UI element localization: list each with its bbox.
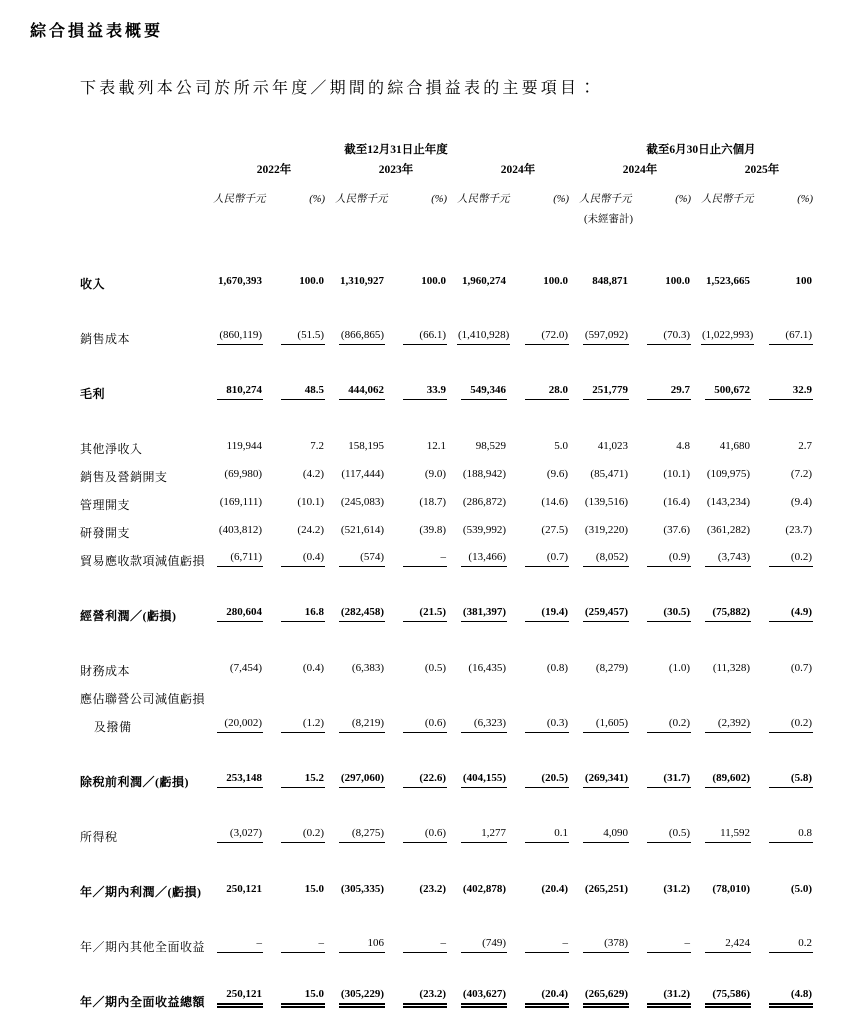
pct-cell: 100.0 (543, 274, 568, 287)
pct-cell: 4.8 (676, 439, 690, 452)
period-group-annual: 截至12月31日止年度 (344, 143, 448, 156)
row-label: 毛利 (80, 386, 106, 401)
pct-cell: (4.8) (761, 989, 823, 1008)
value-cell: (269,341) (579, 773, 639, 788)
value-cell: (143,234) (706, 495, 750, 508)
pct-cell: (22.6) (395, 773, 457, 788)
value-cell: (404,155) (457, 773, 517, 788)
pct-cell: (18.7) (419, 495, 446, 508)
value-cell: 280,604 (213, 607, 273, 622)
pct-cell: (9.4) (790, 495, 812, 508)
value-cell: (117,444) (341, 467, 384, 480)
value-cell: 119,944 (226, 439, 262, 452)
value-cell: (169,111) (219, 495, 262, 508)
value-cell: (860,119) (213, 330, 273, 345)
pct-cell: (19.4) (517, 607, 579, 622)
page-title: 綜合損益表概要 (30, 23, 164, 40)
value-cell: (403,812) (218, 523, 262, 536)
value-cell: 98,529 (475, 439, 506, 452)
year-2025-interim: 2025年 (744, 164, 780, 176)
pct-cell: (23.2) (419, 882, 446, 895)
row-label: 及撥備 (94, 719, 132, 734)
value-cell: (361,282) (706, 523, 750, 536)
value-cell: (78,010) (712, 882, 750, 895)
value-cell: (403,627) (457, 989, 517, 1008)
pct-cell: (4.2) (302, 467, 324, 480)
pct-cell: (0.7) (790, 661, 812, 674)
table-row (80, 539, 840, 567)
value-cell: 549,346 (457, 385, 517, 400)
value-cell: (2,392) (701, 718, 761, 733)
pct-cell: 100.0 (665, 274, 690, 287)
value-cell: (75,882) (701, 607, 761, 622)
value-cell: 1,277 (457, 828, 517, 843)
pct-cell: (70.3) (639, 330, 701, 345)
unit-header-row (80, 177, 840, 206)
pct-cell: (9.0) (424, 467, 446, 480)
value-cell: (69,980) (224, 467, 262, 480)
pct-cell: 7.2 (310, 439, 324, 452)
table-row (80, 649, 840, 677)
pct-cell: 15.0 (304, 882, 324, 895)
table-row (80, 317, 840, 345)
value-cell: (297,060) (335, 773, 395, 788)
value-cell: 11,592 (701, 828, 761, 843)
table-row (80, 677, 840, 705)
pct-cell: (66.1) (395, 330, 457, 345)
row-label: 銷售及營銷開支 (80, 469, 168, 484)
pct-cell: (0.4) (302, 661, 324, 674)
value-cell: (8,279) (595, 661, 628, 674)
row-label: 經營利潤／(虧損) (80, 608, 177, 623)
table-row (80, 815, 840, 843)
pct-cell: (23.7) (785, 523, 812, 536)
pct-cell: – (395, 552, 457, 567)
row-label: 應佔聯營公司減值虧損 (80, 691, 206, 706)
pct-cell: (20.4) (541, 882, 568, 895)
pct-cell: (0.2) (761, 718, 823, 733)
pct-cell: (24.2) (297, 523, 324, 536)
pct-cell: (39.8) (419, 523, 446, 536)
pct-label: (%) (553, 194, 569, 205)
value-cell: (1,022,993) (701, 330, 761, 345)
value-cell: 251,779 (579, 385, 639, 400)
pct-cell: 0.8 (761, 828, 823, 843)
pct-cell: (0.5) (424, 661, 446, 674)
value-cell: (521,614) (340, 523, 384, 536)
value-cell: (20,002) (213, 718, 273, 733)
value-cell: (6,323) (457, 718, 517, 733)
pct-cell: (31.2) (639, 989, 701, 1008)
pct-cell: (9.6) (546, 467, 568, 480)
row-label: 其他淨收入 (80, 441, 143, 456)
value-cell: (282,458) (335, 607, 395, 622)
pct-label: (%) (675, 194, 691, 205)
year-2024-interim: 2024年 (622, 164, 658, 176)
pct-cell: (0.9) (639, 552, 701, 567)
pct-cell: (0.6) (395, 718, 457, 733)
table-row (80, 455, 840, 483)
value-cell: (749) (457, 938, 517, 953)
value-cell: (75,586) (701, 989, 761, 1008)
table-row (80, 705, 840, 733)
value-cell: (7,454) (229, 661, 262, 674)
pct-cell: (0.5) (639, 828, 701, 843)
pct-cell: (27.5) (541, 523, 568, 536)
value-cell: 1,310,927 (340, 274, 384, 287)
pct-cell: (1.2) (273, 718, 335, 733)
value-cell: 158,195 (348, 439, 384, 452)
table-row (80, 594, 840, 622)
value-cell: (265,251) (584, 882, 628, 895)
table-row (80, 980, 840, 1008)
pct-cell: (16.4) (663, 495, 690, 508)
value-cell: 810,274 (213, 385, 273, 400)
value-cell: 500,672 (701, 385, 761, 400)
pct-cell: (72.0) (517, 330, 579, 345)
pct-cell: (4.9) (761, 607, 823, 622)
pct-cell: (14.6) (541, 495, 568, 508)
value-cell: 41,680 (719, 439, 750, 452)
pct-cell: (0.2) (273, 828, 335, 843)
value-cell: (286,872) (462, 495, 506, 508)
value-cell: (6,383) (351, 661, 384, 674)
pct-cell: – (639, 938, 701, 953)
pct-cell: (23.2) (395, 989, 457, 1008)
value-cell: (109,975) (706, 467, 750, 480)
value-cell: 253,148 (213, 773, 273, 788)
table-row (80, 372, 840, 400)
row-label: 研發開支 (80, 525, 131, 540)
pct-cell: (0.2) (761, 552, 823, 567)
pct-cell: (0.4) (273, 552, 335, 567)
table-body (80, 226, 840, 1008)
pct-cell: 15.2 (273, 773, 335, 788)
pct-cell: 100.0 (299, 274, 324, 287)
pct-cell: 12.1 (426, 439, 446, 452)
row-label: 收入 (80, 276, 106, 291)
value-cell: (11,328) (712, 661, 750, 674)
pct-cell: (21.5) (395, 607, 457, 622)
pct-cell: 2.7 (798, 439, 812, 452)
value-cell: (8,052) (579, 552, 639, 567)
year-2022: 2022年 (256, 164, 292, 176)
value-cell: (1,410,928) (457, 330, 517, 345)
value-cell: (6,711) (213, 552, 273, 567)
pct-cell: (7.2) (790, 467, 812, 480)
value-cell: 2,424 (701, 938, 761, 953)
unaudited-note: (未經審計) (584, 214, 633, 225)
value-cell: (319,220) (584, 523, 628, 536)
value-cell: (378) (579, 938, 639, 953)
pct-cell: (5.0) (790, 882, 812, 895)
pct-label: (%) (797, 194, 813, 205)
pct-cell: 33.9 (395, 385, 457, 400)
pct-cell: 28.0 (517, 385, 579, 400)
income-statement-table (80, 136, 840, 1008)
pct-cell: (1.0) (668, 661, 690, 674)
period-group-interim: 截至6月30日止六個月 (646, 143, 756, 156)
pct-cell: (5.8) (761, 773, 823, 788)
unit-label: 人民幣千元 (335, 194, 388, 205)
pct-cell: 32.9 (761, 385, 823, 400)
pct-cell: – (273, 938, 335, 953)
period-header-row (80, 136, 840, 156)
row-label: 除稅前利潤／(虧損) (80, 774, 189, 789)
pct-cell: (51.5) (273, 330, 335, 345)
table-row (80, 262, 840, 290)
year-header-row (80, 156, 840, 177)
value-cell: (574) (335, 552, 395, 567)
pct-label: (%) (309, 194, 325, 205)
unit-label: 人民幣千元 (701, 194, 754, 205)
value-cell: 444,062 (335, 385, 395, 400)
unit-label: 人民幣千元 (579, 194, 632, 205)
pct-cell: 0.1 (517, 828, 579, 843)
value-cell: (8,275) (335, 828, 395, 843)
value-cell: (1,605) (579, 718, 639, 733)
row-label: 所得稅 (80, 829, 118, 844)
value-cell: (16,435) (468, 661, 506, 674)
value-cell: (381,397) (457, 607, 517, 622)
table-row (80, 925, 840, 953)
year-2023: 2023年 (378, 164, 414, 176)
value-cell: 1,523,665 (706, 274, 750, 287)
pct-cell: 29.7 (639, 385, 701, 400)
unaudited-note-row (80, 206, 840, 226)
pct-cell: (37.6) (663, 523, 690, 536)
value-cell: 1,960,274 (462, 274, 506, 287)
unit-label: 人民幣千元 (457, 194, 510, 205)
value-cell: (265,629) (579, 989, 639, 1008)
pct-cell: – (517, 938, 579, 953)
value-cell: (8,219) (335, 718, 395, 733)
pct-cell: (0.3) (517, 718, 579, 733)
value-cell: 848,871 (592, 274, 628, 287)
value-cell: (13,466) (457, 552, 517, 567)
pct-cell: (10.1) (663, 467, 690, 480)
year-2024: 2024年 (500, 164, 536, 176)
value-cell: (139,516) (584, 495, 628, 508)
pct-cell: (20.4) (517, 989, 579, 1008)
pct-cell: (10.1) (297, 495, 324, 508)
pct-cell: 48.5 (273, 385, 335, 400)
pct-cell: 5.0 (554, 439, 568, 452)
pct-label: (%) (431, 194, 447, 205)
pct-cell: 0.2 (761, 938, 823, 953)
row-label: 管理開支 (80, 497, 131, 512)
pct-cell: 16.8 (273, 607, 335, 622)
value-cell: 250,121 (213, 989, 273, 1008)
row-label: 年／期內全面收益總額 (80, 994, 206, 1009)
row-label: 財務成本 (80, 663, 131, 678)
pct-cell: – (395, 938, 457, 953)
value-cell: (188,942) (462, 467, 506, 480)
value-cell: 4,090 (579, 828, 639, 843)
value-cell: – (213, 938, 273, 953)
table-row (80, 511, 840, 539)
pct-cell: (0.7) (517, 552, 579, 567)
row-label: 年／期內其他全面收益 (80, 939, 206, 954)
table-row (80, 870, 840, 898)
pct-cell: (31.2) (663, 882, 690, 895)
value-cell: (539,992) (462, 523, 506, 536)
value-cell: 41,023 (597, 439, 628, 452)
value-cell: (259,457) (579, 607, 639, 622)
table-row (80, 427, 840, 455)
table-row (80, 483, 840, 511)
pct-cell: 15.0 (273, 989, 335, 1008)
value-cell: 250,121 (226, 882, 262, 895)
value-cell: (402,878) (462, 882, 506, 895)
intro-text: 下表載列本公司於所示年度／期間的綜合損益表的主要項目： (80, 80, 599, 97)
value-cell: (89,602) (701, 773, 761, 788)
value-cell: 106 (335, 938, 395, 953)
value-cell: (85,471) (590, 467, 628, 480)
row-label: 年／期內利潤／(虧損) (80, 884, 202, 899)
pct-cell: (0.8) (546, 661, 568, 674)
row-label: 銷售成本 (80, 331, 131, 346)
pct-cell: (31.7) (639, 773, 701, 788)
value-cell: (597,092) (579, 330, 639, 345)
pct-cell: (20.5) (517, 773, 579, 788)
value-cell: (245,083) (340, 495, 384, 508)
pct-cell: (30.5) (639, 607, 701, 622)
pct-cell: (0.6) (395, 828, 457, 843)
pct-cell: (67.1) (761, 330, 823, 345)
value-cell: (3,743) (701, 552, 761, 567)
value-cell: (305,335) (340, 882, 384, 895)
value-cell: 1,670,393 (218, 274, 262, 287)
value-cell: (866,865) (335, 330, 395, 345)
table-row (80, 760, 840, 788)
value-cell: (3,027) (213, 828, 273, 843)
value-cell: (305,229) (335, 989, 395, 1008)
pct-cell: 100 (795, 274, 812, 287)
row-label: 貿易應收款項減值虧損 (80, 553, 206, 568)
pct-cell: 100.0 (421, 274, 446, 287)
pct-cell: (0.2) (639, 718, 701, 733)
unit-label: 人民幣千元 (213, 194, 266, 205)
